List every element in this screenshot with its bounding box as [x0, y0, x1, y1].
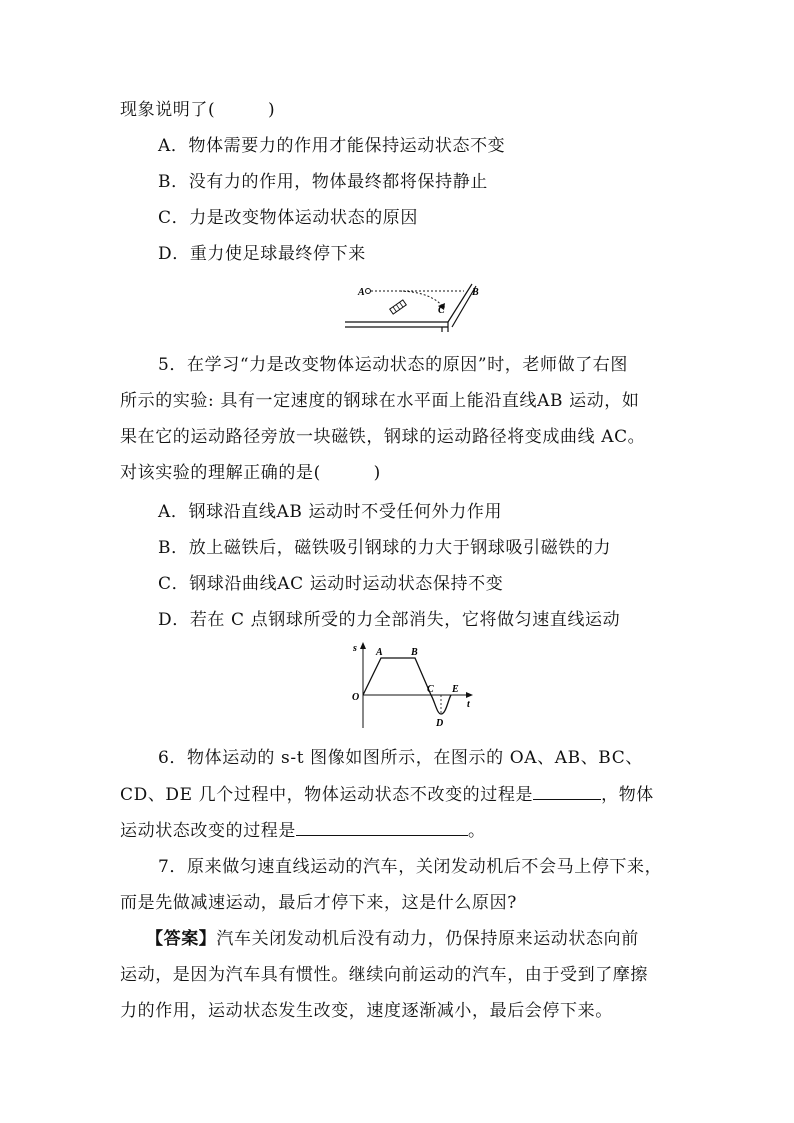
origin-label: O — [352, 692, 360, 703]
label-a: A — [358, 287, 365, 298]
point-c-label: C — [427, 684, 434, 695]
q6-line-3 — [120, 819, 486, 842]
answer-line-2: 运动，是因为汽车具有惯性。继续向前运动的汽车，由于受到了摩擦 — [120, 965, 648, 985]
q4-option-c: C．力是改变物体运动状态的原因 — [158, 208, 419, 228]
q4-stem-tail: 现象说明了( ) — [120, 100, 276, 120]
q6-line-1: 6．物体运动的 s-t 图像如图所示，在图示的 OA、AB、BC、 — [158, 748, 643, 768]
q4-option-b: B．没有力的作用，物体最终都将保持静止 — [158, 172, 488, 192]
point-a-label: A — [376, 647, 383, 658]
magnet-experiment-figure — [340, 278, 490, 334]
q5-line-4: 对该实验的理解正确的是( ) — [120, 463, 381, 483]
q6-line-2-tail: ，物体 — [601, 785, 654, 805]
q5-line-3: 果在它的运动路径旁放一块磁铁，钢球的运动路径将变成曲线 AC。 — [120, 427, 646, 447]
s-t-graph-figure — [345, 640, 480, 732]
q5-option-b: B．放上磁铁后，磁铁吸引钢球的力大于钢球吸引磁铁的力 — [158, 538, 612, 558]
label-c: C — [438, 305, 445, 316]
q4-option-a: A．物体需要力的作用才能保持运动状态不变 — [158, 136, 506, 156]
q5-option-c: C．钢球沿曲线AC 运动时运动状态保持不变 — [158, 574, 504, 594]
answer-line-3: 力的作用，运动状态发生改变，速度逐渐减小，最后会停下来。 — [120, 1001, 613, 1021]
q6-line-2-text: CD、DE 几个过程中，物体运动状态不改变的过程是 — [120, 785, 534, 805]
q6-line-3-tail: 。 — [468, 821, 486, 841]
q5-option-d: D．若在 C 点钢球所受的力全部消失，它将做匀速直线运动 — [158, 610, 621, 630]
point-d-label: D — [436, 718, 444, 729]
q6-line-2 — [120, 783, 654, 806]
x-axis-arrow-icon — [466, 692, 473, 698]
answer-blank-changed[interactable] — [296, 819, 468, 836]
y-axis-arrow-icon — [360, 642, 366, 649]
label-b: B — [472, 287, 479, 298]
q7-line-1: 7．原来做匀速直线运动的汽车，关闭发动机后不会马上停下来， — [158, 857, 663, 877]
q7-line-2: 而是先做减速运动，最后才停下来，这是什么原因? — [120, 893, 517, 913]
answer-line-1 — [146, 928, 639, 950]
q5-line-2: 所示的实验: 具有一定速度的钢球在水平面上能沿直线AB 运动，如 — [120, 391, 640, 411]
answer-blank-unchanged[interactable] — [533, 783, 601, 800]
point-b-label: B — [411, 647, 418, 658]
point-e-label: E — [452, 684, 459, 695]
answer-text-1: 汽车关闭发动机后没有动力，仍保持原来运动状态向前 — [216, 929, 639, 949]
motion-curve — [363, 658, 451, 714]
q4-option-d: D．重力使足球最终停下来 — [158, 244, 366, 264]
q6-line-3-text: 运动状态改变的过程是 — [120, 821, 296, 841]
axis-s-label: s — [353, 643, 357, 654]
axis-t-label: t — [467, 699, 470, 710]
q5-option-a: A．钢球沿直线AB 运动时不受任何外力作用 — [158, 502, 503, 522]
magnet-icon — [390, 300, 407, 314]
answer-tag: 【答案】 — [146, 929, 217, 949]
steel-ball — [366, 289, 371, 294]
q5-line-1: 5．在学习“力是改变物体运动状态的原因”时，老师做了右图 — [158, 355, 628, 375]
